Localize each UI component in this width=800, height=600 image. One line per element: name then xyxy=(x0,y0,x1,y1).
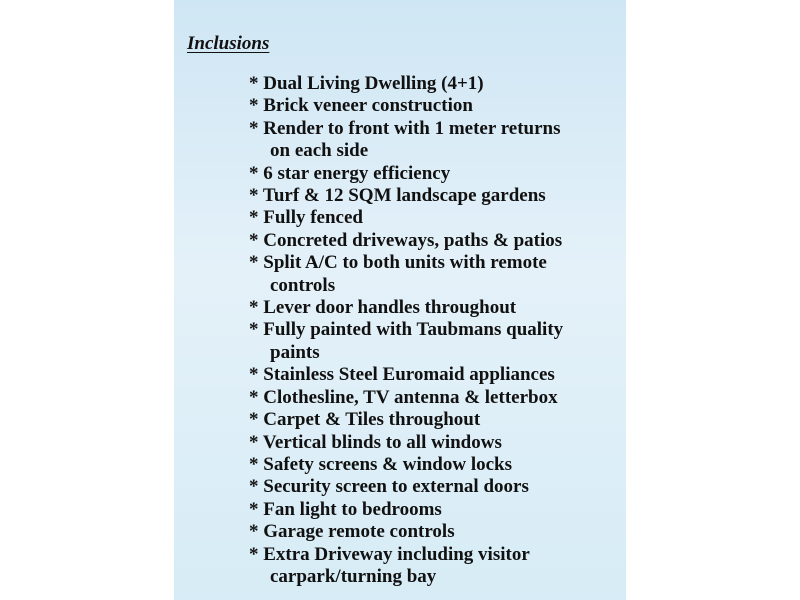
inclusion-item-text: * Safety screens & window locks xyxy=(249,453,513,475)
inclusion-item-continuation: carpark/turning bay xyxy=(270,565,437,587)
inclusion-item xyxy=(249,297,563,319)
inclusion-item-text: * Lever door handles throughout xyxy=(249,297,517,319)
inclusion-item-text: * Turf & 12 SQM landscape gardens xyxy=(249,185,546,207)
inclusion-item xyxy=(249,230,563,252)
inclusion-item-text: * Carpet & Tiles throughout xyxy=(249,409,481,431)
inclusion-item-text: * Vertical blinds to all windows xyxy=(249,431,502,453)
inclusions-heading: Inclusions xyxy=(187,33,270,54)
inclusion-item xyxy=(249,364,563,386)
inclusion-item xyxy=(249,476,563,498)
inclusion-item xyxy=(249,544,563,589)
inclusion-item xyxy=(249,252,563,297)
inclusion-item xyxy=(249,387,563,409)
inclusion-item-text: * Extra Driveway including visitor xyxy=(249,543,530,565)
inclusion-item xyxy=(249,207,563,229)
inclusion-item-continuation: paints xyxy=(270,341,320,363)
inclusion-item-text: * Fully painted with Taubmans quality xyxy=(249,319,564,341)
inclusion-item-continuation: controls xyxy=(270,274,336,296)
inclusion-item-text: * Garage remote controls xyxy=(249,521,455,543)
inclusion-item-text: * Fully fenced xyxy=(249,207,363,229)
inclusion-item xyxy=(249,521,563,543)
inclusion-item-text: * 6 star energy efficiency xyxy=(249,162,451,184)
inclusion-item xyxy=(249,73,563,95)
inclusion-item-text: * Brick veneer construction xyxy=(249,95,473,117)
inclusion-item xyxy=(249,319,563,364)
inclusion-item-text: * Stainless Steel Euromaid appliances xyxy=(249,364,555,386)
inclusion-item-continuation: on each side xyxy=(270,140,369,162)
inclusion-item xyxy=(249,163,563,185)
inclusion-item-text: * Dual Living Dwelling (4+1) xyxy=(249,73,484,94)
inclusion-item xyxy=(249,185,563,207)
inclusion-item xyxy=(249,95,563,117)
inclusion-item xyxy=(249,454,563,476)
inclusion-item-text: * Concreted driveways, paths & patios xyxy=(249,229,563,251)
inclusion-item xyxy=(249,499,563,521)
inclusion-item-text: * Split A/C to both units with remote xyxy=(249,252,547,274)
inclusion-item-text: * Clothesline, TV antenna & letterbox xyxy=(249,386,558,408)
inclusion-item-text: * Render to front with 1 meter returns xyxy=(249,117,561,139)
inclusion-item xyxy=(249,409,563,431)
inclusion-item-text: * Security screen to external doors xyxy=(249,476,529,498)
inclusion-item-text: * Fan light to bedrooms xyxy=(249,498,442,520)
inclusion-item xyxy=(249,432,563,454)
inclusions-list xyxy=(249,73,563,588)
inclusion-item xyxy=(249,118,563,163)
